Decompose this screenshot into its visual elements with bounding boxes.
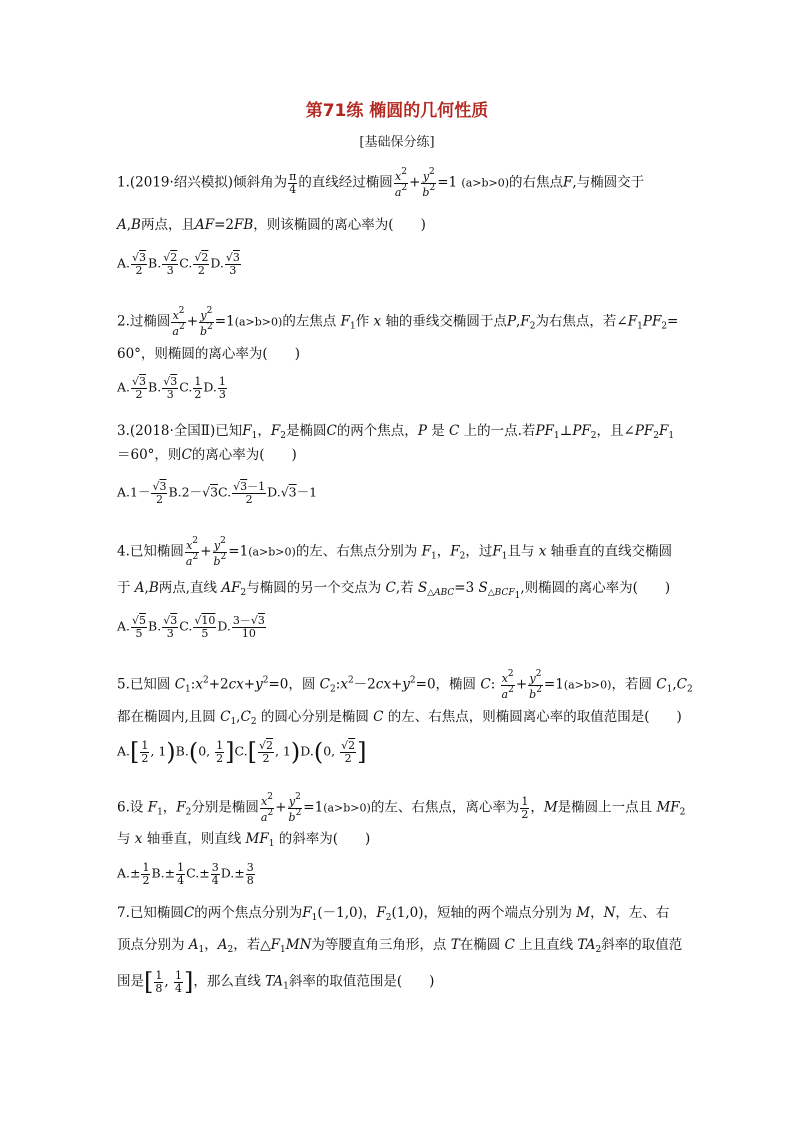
q7-line-3: 围是[ $\frac{1}{8}$ , $\frac{1}{4}$ ]，那么直线 $TA_1$斜率的取值范围是( ) — [117, 968, 435, 997]
q5-options: A.[ $\frac{1}{2}$ , 1)B.(0, $\frac{1}{2}$ ]C.[ $\frac{√2}{2}$ , 1)D.(0, $\frac{√2}{2}$ ] — [117, 738, 367, 767]
section-subtitle: [基础保分练] — [359, 135, 435, 150]
q5-line-2: 都在椭圆内,且圆 $C_1,C_2$ 的圆心分别是椭圆 C 的左、右焦点，则椭圆离心率的取值范围是( ) — [117, 709, 682, 727]
q6-line-2: 与 x 轴垂直，则直线 $MF_1$ 的斜率为( ) — [117, 831, 371, 849]
q4-line-1: 4.已知椭圆 $\frac{x^2}{a^2}$ + $\frac{y^2}{b^2}$ =1(a>b>0)的左、右焦点分别为 $F_1$，$F_2$，过$F_1$且与 x 轴垂直的直线交椭圆 — [117, 536, 673, 568]
q6-line-1: 6.设 $F_1$，$F_2$分别是椭圆 $\frac{x^2}{a^2}$ + $\frac{y^2}{b^2}$ =1(a>b>0)的左、右焦点，离心率为 $\frac{1}{2}$ ，M是椭圆上一点且 $MF_2$ — [117, 792, 686, 824]
q2-options: A. $\frac{√3}{2}$ B. $\frac{√3}{3}$ C. $\frac{1}{2}$ D. $\frac{1}{3}$ — [117, 375, 226, 401]
q1-options: A. $\frac{√3}{2}$ B. $\frac{√2}{3}$ C. $\frac{√2}{2}$ D. $\frac{√3}{3}$ — [117, 251, 240, 277]
q7-line-1: 7.已知椭圆C的两个焦点分别为$F_1(-1,0)$，$F_2(1,0)$，短轴的两个端点分别为 M，N，左、右 — [117, 905, 670, 923]
q6-options: A.± $\frac{1}{2}$ B.± $\frac{1}{4}$ C.± $\frac{3}{4}$ D.± $\frac{3}{8}$ — [117, 861, 254, 887]
q3-line-1: 3.(2018·全国Ⅱ)已知$F_1$，$F_2$是椭圆C的两个焦点，P 是 C 上的一点.若$PF_1\perp PF_2$，且$\angle PF_2F_1$ — [117, 423, 675, 441]
q3-options: A.1－ $\frac{√3}{2}$ B.2－√3C. $\frac{√3-1}{2}$ D.√3－1 — [117, 480, 318, 506]
q4-options: A. $\frac{√5}{5}$ B. $\frac{√3}{3}$ C. $\frac{√10}{5}$ D. $\frac{3-√3}{10}$ — [117, 614, 265, 640]
q4-line-2: 于 A,B两点,直线 $AF_2$与椭圆的另一个交点为 C,若 $S_{\triangle ABC}=3$ $S_{\triangle BCF_1}$,则椭圆的离心率为( ) — [117, 580, 671, 601]
page-title: 第71练 椭圆的几何性质 — [305, 101, 489, 121]
q7-line-2: 顶点分别为 $A_1$，$A_2$，若$\triangle F_1MN$为等腰直角三角形，点 T在椭圆 C 上且直线 $TA_2$斜率的取值范 — [117, 937, 683, 955]
q3-line-2: ＝60°，则C的离心率为( ) — [117, 447, 297, 463]
q1-line-1: 1.(2019·绍兴模拟)倾斜角为 $\frac{\pi}{4}$ 的直线经过椭圆 $\frac{x^2}{a^2}$ + $\frac{y^2}{b^2}$ =1 (a>b>0)的右焦点F,与椭圆交于 — [117, 167, 645, 199]
q5-line-1: 5.已知圆 $C_1:x^2+2cx+y^2=0$，圆 $C_2:x^2-2cx+y^2=0$，椭圆 C: $\frac{x^2}{a^2}$ + $\frac{y^2}{b^2}$ =1(a>b>0)，若圆 $C_1,C_2$ — [117, 669, 693, 701]
q2-line-2: 60°，则椭圆的离心率为( ) — [117, 346, 300, 362]
q2-line-1: 2.过椭圆 $\frac{x^2}{a^2}$ + $\frac{y^2}{b^2}$ =1(a>b>0)的左焦点 $F_1$作 x 轴的垂线交椭圆于点$P,F_2$为右焦点，若$\angle F_1PF_2=$ — [117, 306, 679, 338]
q1-line-2: A,B两点，且AF=2FB，则该椭圆的离心率为( ) — [117, 217, 426, 233]
